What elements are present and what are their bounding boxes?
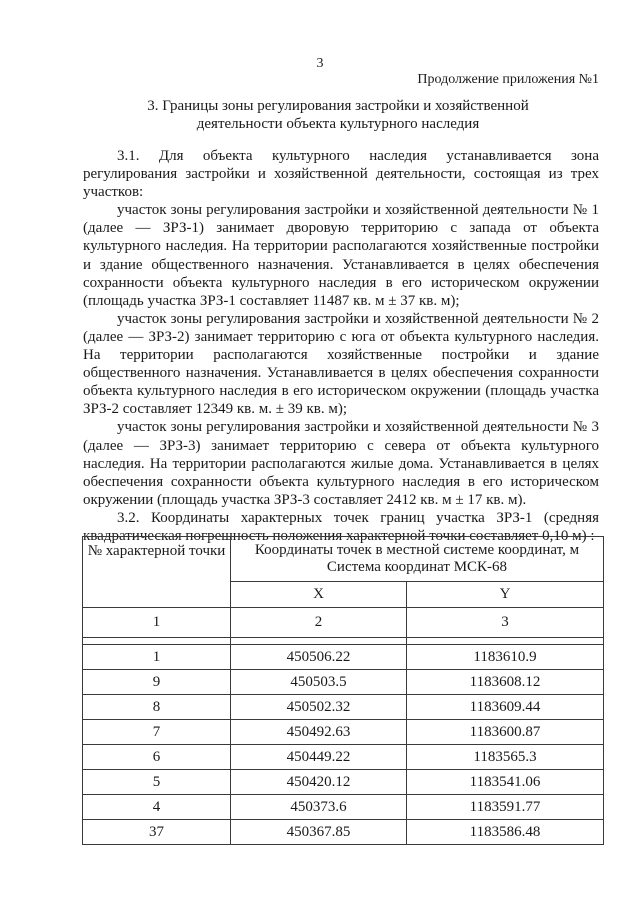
header-system-line2: Система координат МСК-68 [326,559,508,575]
header-y: Y [407,582,604,608]
table-row [83,720,604,745]
table-row [83,645,604,670]
index-cell: 2 [231,608,407,638]
index-cell: 1 [83,608,231,638]
header-system-line1: Координаты точек в местной системе координат, м [254,542,580,558]
index-cell: 3 [407,608,604,638]
paragraph-zrz1: участок зоны регулирования застройки и хозяйственной деятельности № 1 (далее — ЗРЗ-1) занимает дворовую территорию с запада от объекта культурного наследия. На территории располагаются хозяйственные постройки и здание общественного назначения. Устанавливается в целях обеспечения сохранности объекта культурного наследия в его историческом окружении (площадь участка ЗРЗ-1 составляет 11487 кв. м ± 37 кв. м); [83,202,599,309]
table-row [83,770,604,795]
y-coordinate-cell: 1183608.12 [407,670,604,695]
table-spacer-row [83,638,604,645]
section-title-line1: 3. Границы зоны регулирования застройки и хозяйственной [147,98,529,114]
header-point-number: № характерной точки [83,537,231,608]
body-text [83,147,599,545]
spacer-cell [407,638,604,645]
paragraph-coordinates-intro: 3.2. Координаты характерных точек границ участка ЗРЗ-1 (средняя квадратическая погрешность положения характерной точки составляет 0,10 м) : [83,509,599,544]
section-title-line2: деятельности объекта культурного наследия [196,116,480,132]
header-coordinate-system [231,537,604,582]
table-row [83,820,604,845]
x-coordinate-cell: 450449.22 [231,745,407,770]
y-coordinate-cell: 1183541.06 [407,770,604,795]
page-number: 3 [316,56,324,71]
point-number-cell: 4 [83,795,231,820]
section-title [0,97,640,133]
x-coordinate-cell: 450502.32 [231,695,407,720]
appendix-note: Продолжение приложения №1 [417,72,599,87]
point-number-cell: 5 [83,770,231,795]
y-coordinate-cell: 1183565.3 [407,745,604,770]
spacer-cell [231,638,407,645]
table-header-row [83,537,604,582]
table-index-row [83,608,604,638]
coordinates-table [82,536,604,845]
x-coordinate-cell: 450503.5 [231,670,407,695]
y-coordinate-cell: 1183586.48 [407,820,604,845]
x-coordinate-cell: 450373.6 [231,795,407,820]
y-coordinate-cell: 1183591.77 [407,795,604,820]
table-row [83,695,604,720]
point-number-cell: 37 [83,820,231,845]
point-number-cell: 7 [83,720,231,745]
y-coordinate-cell: 1183600.87 [407,720,604,745]
header-x: X [231,582,407,608]
table-row [83,795,604,820]
table-row [83,745,604,770]
x-coordinate-cell: 450420.12 [231,770,407,795]
table-row [83,670,604,695]
paragraph-zrz3: участок зоны регулирования застройки и хозяйственной деятельности № 3 (далее — ЗРЗ-3) занимает территорию с севера от объекта культурного наследия. На территории располагаются жилые дома. Устанавливается в целях обеспечения сохранности объекта культурного наследия в его историческом окружении (площадь участка ЗРЗ-3 составляет 2412 кв. м ± 17 кв. м). [83,419,599,508]
paragraph-zrz2: участок зоны регулирования застройки и хозяйственной деятельности № 2 (далее — ЗРЗ-2) занимает территорию с юга от объекта культурного наследия. На территории располагаются хозяйственные постройки и здание общественного назначения. Устанавливается в целях обеспечения сохранности объекта культурного наследия в его историческом окружении (площадь участка ЗРЗ-2 составляет 12349 кв. м. ± 39 кв. м); [83,310,599,418]
x-coordinate-cell: 450506.22 [231,645,407,670]
x-coordinate-cell: 450367.85 [231,820,407,845]
x-coordinate-cell: 450492.63 [231,720,407,745]
y-coordinate-cell: 1183609.44 [407,695,604,720]
y-coordinate-cell: 1183610.9 [407,645,604,670]
point-number-cell: 1 [83,645,231,670]
spacer-cell [83,638,231,645]
paragraph-intro: 3.1. Для объекта культурного наследия устанавливается зона регулирования застройки и хозяйственной деятельности, состоящая из трех участков: [83,148,599,201]
point-number-cell: 9 [83,670,231,695]
point-number-cell: 6 [83,745,231,770]
point-number-cell: 8 [83,695,231,720]
